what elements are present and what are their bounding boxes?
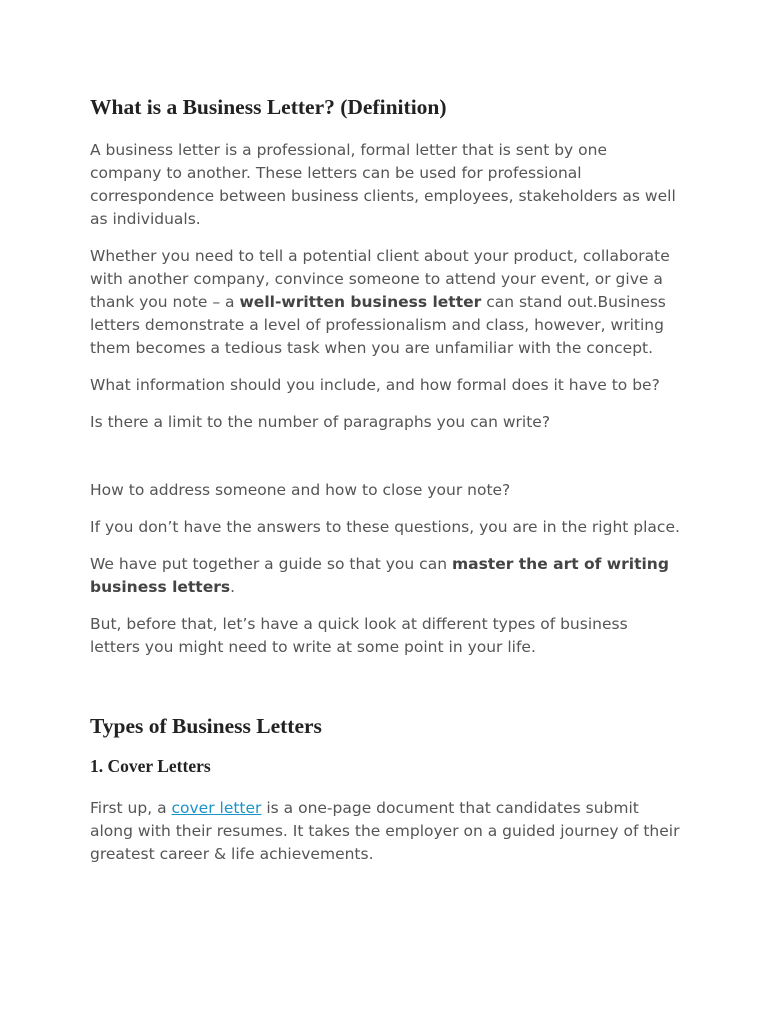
cover-letter-link[interactable]: cover letter (171, 799, 262, 817)
cover-text-end: is a one-page document that candidates submit along with their resumes. It takes the employer on a guided journey of their greatest career & life achievements. (90, 799, 680, 863)
guide-bold-phrase: master the art of writing business letters (90, 555, 669, 596)
types-intro-paragraph: But, before that, let’s have a quick look at different types of business letters you might need to write at some point in your life. (90, 615, 628, 656)
purpose-text-start: Whether you need to tell a potential client about your product, collaborate with another company, convince someone to attend your event, or give a thank you note – a (90, 247, 670, 311)
question-paragraph-limit: Is there a limit to the number of paragraphs you can write? (90, 413, 551, 431)
question-paragraph-info: What information should you include, and how formal does it have to be? (90, 376, 660, 394)
page-title: What is a Business Letter? (Definition) (90, 95, 447, 119)
purpose-bold-phrase: well-written business letter (239, 293, 482, 311)
subsection-heading-cover-letters: 1. Cover Letters (90, 756, 211, 776)
cover-letter-paragraph (90, 797, 680, 866)
cover-text-start: First up, a (90, 799, 172, 817)
purpose-text-end: can stand out.Business letters demonstrate a level of professionalism and class, however, writing them becomes a tedious task when you are unfamiliar with the concept. (90, 293, 666, 357)
document-page (90, 92, 680, 880)
section-heading-types: Types of Business Letters (90, 714, 322, 738)
guide-text-start: We have put together a guide so that you can (90, 555, 452, 573)
purpose-paragraph (90, 245, 680, 360)
guide-paragraph (90, 553, 680, 599)
guide-text-end: . (230, 578, 236, 596)
question-paragraph-address: How to address someone and how to close your note? (90, 481, 511, 499)
answers-paragraph: If you don’t have the answers to these questions, you are in the right place. (90, 518, 680, 536)
definition-paragraph: A business letter is a professional, formal letter that is sent by one company to another. These letters can be used for professional correspondence between business clients, employees, stakeholders as well as individuals. (90, 141, 676, 228)
